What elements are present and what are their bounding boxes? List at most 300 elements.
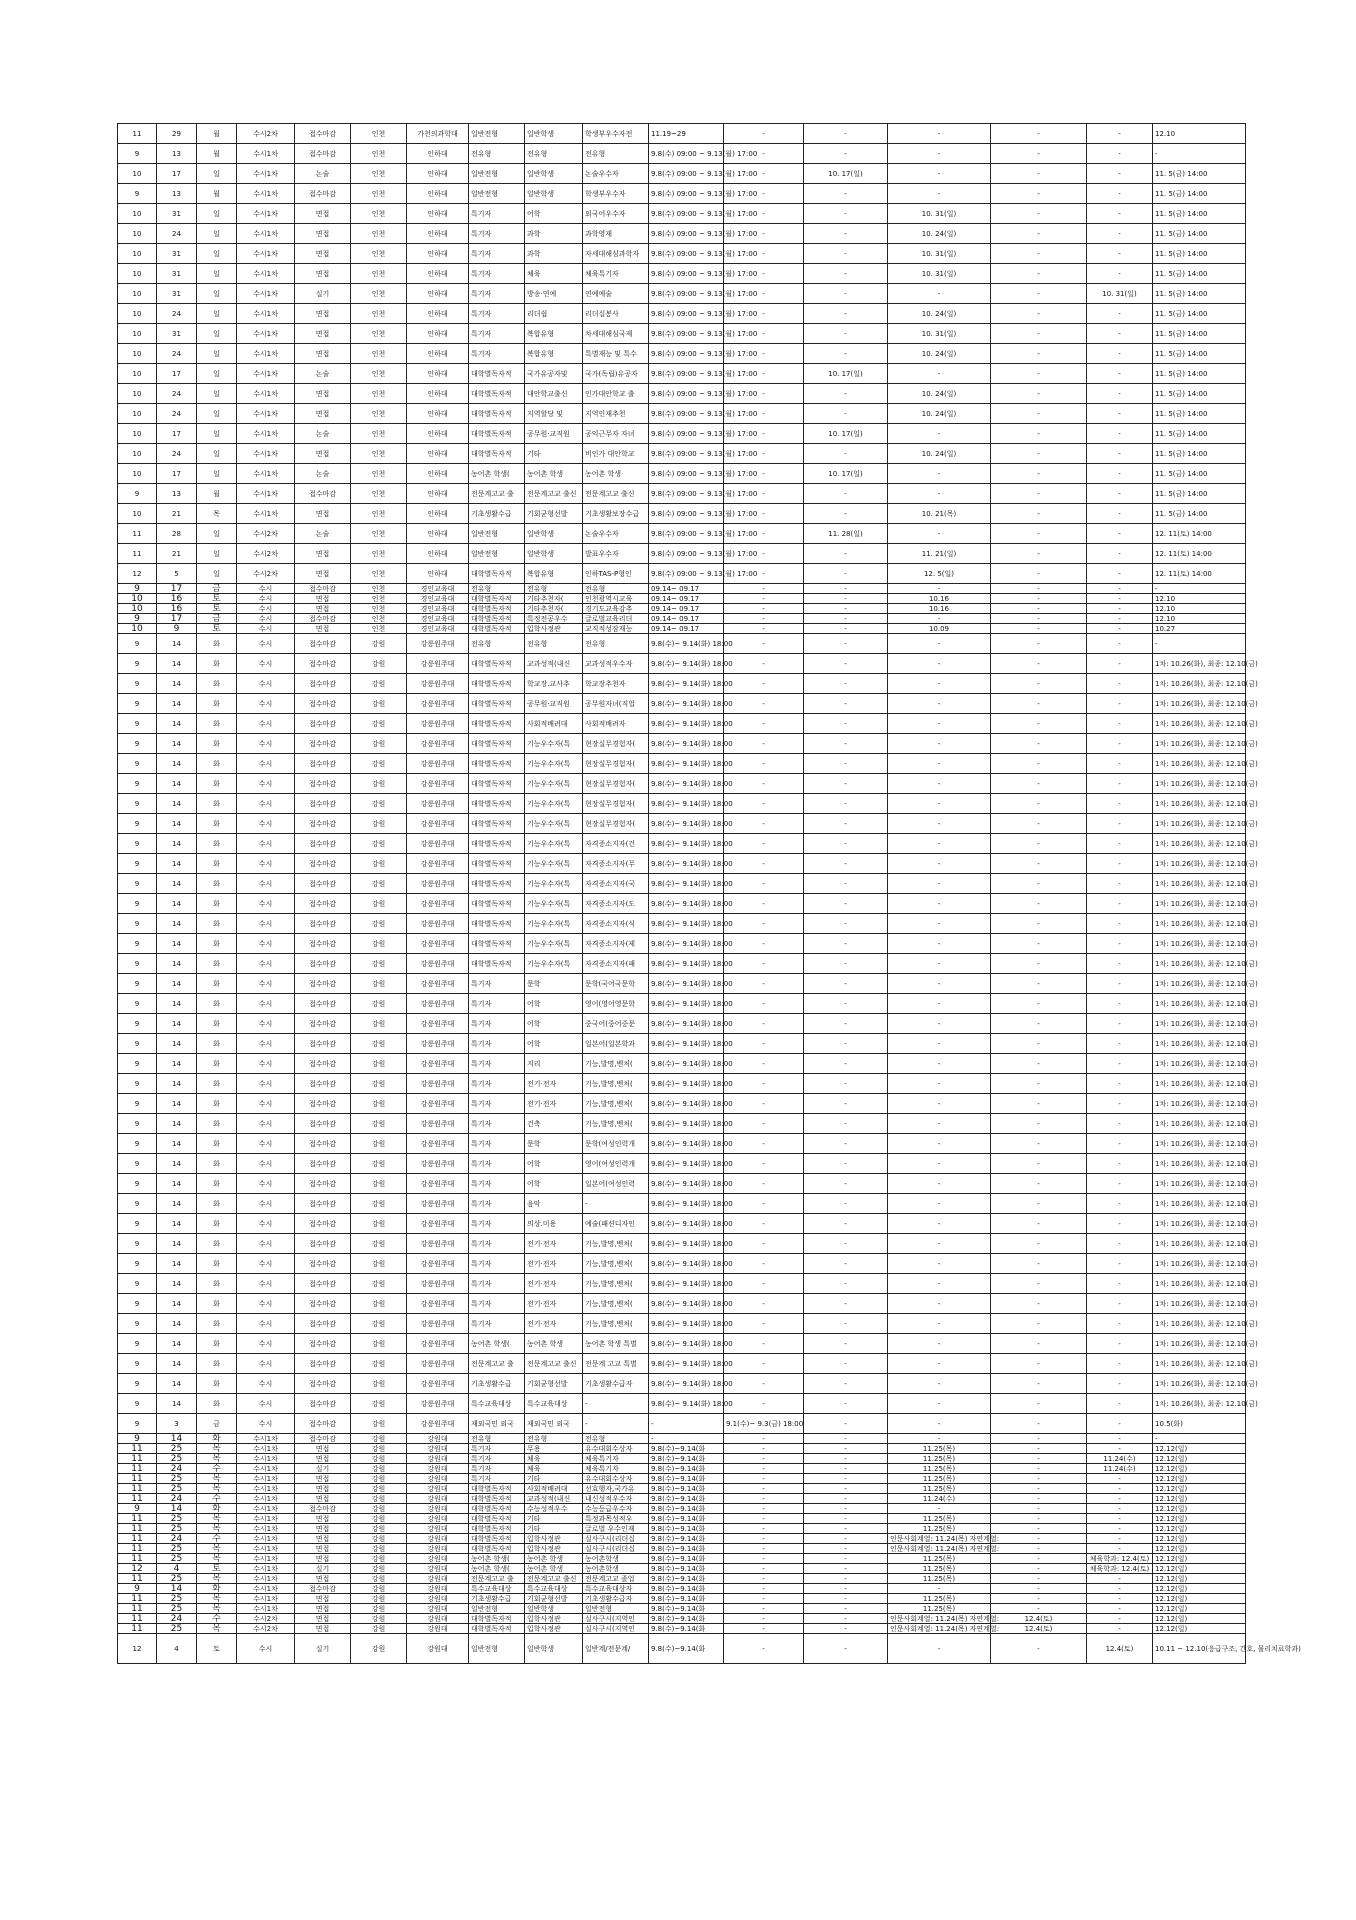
cell-interview-date: - [888,284,991,304]
cell-month: 11 [118,1444,157,1454]
cell-category: 기초생활수급 [469,1374,525,1394]
table-row [118,204,1246,224]
cell-day: 14 [157,694,197,714]
cell-type: 체육 [525,1464,583,1474]
cell-interview-date: - [888,144,991,164]
cell-month: 11 [118,1604,157,1614]
cell-region: 강원 [351,854,407,874]
cell-practical-date: - [1087,484,1153,504]
table-row [118,1414,1246,1434]
cell-announcement: 12.12(일) [1153,1534,1246,1544]
cell-interview-date: - [888,994,991,1014]
cell-reception-period: - [724,914,804,934]
cell-stage: 접수마감 [295,1294,351,1314]
cell-weekday: 목 [197,1544,237,1554]
cell-day: 17 [157,464,197,484]
cell-application-period: 9.8(수)~ 9.14(화) 18:00 [649,654,724,674]
cell-name: 기능,발명,벤처( [583,1314,649,1334]
cell-weekday: 일 [197,324,237,344]
cell-announcement: 12.12(일) [1153,1494,1246,1504]
cell-stage: 접수마감 [295,614,351,624]
cell-weekday: 화 [197,894,237,914]
cell-application-period: 9.8(수) 09:00 ~ 9.13(월) 17:00 [649,364,724,384]
cell-name: 실사구시(리더십 [583,1534,649,1544]
cell-aptitude-date: - [991,1334,1087,1354]
cell-weekday: 화 [197,854,237,874]
cell-month: 10 [118,284,157,304]
cell-weekday: 일 [197,204,237,224]
cell-aptitude-date: - [991,1584,1087,1594]
cell-interview-date: - [888,774,991,794]
cell-aptitude-date: - [991,894,1087,914]
cell-weekday: 화 [197,1334,237,1354]
cell-stage: 면접 [295,1534,351,1544]
cell-day: 28 [157,524,197,544]
cell-application-period: 9.8(수) 09:00 ~ 9.13(월) 17:00 [649,284,724,304]
cell-type: 사회적배려대 [525,1484,583,1494]
cell-reception-period: - [724,1564,804,1574]
cell-announcement: 11. 5(금) 14:00 [1153,204,1246,224]
cell-round: 수시 [237,1054,295,1074]
cell-aptitude-date: - [991,604,1087,614]
cell-type: 재외국민 외국 [525,1414,583,1434]
cell-type: 특수교육대상 [525,1394,583,1414]
cell-stage: 면접 [295,344,351,364]
cell-announcement: 1차: 10.26(화), 최종: 12.10(금) [1153,1314,1246,1334]
cell-name: 발표우수자 [583,544,649,564]
cell-reception-period: - [724,834,804,854]
cell-university: 강릉원주대 [407,1074,469,1094]
cell-aptitude-date: - [991,1154,1087,1174]
cell-category: 대학별독자적 [469,874,525,894]
cell-region: 인천 [351,324,407,344]
cell-category: 특기자 [469,1464,525,1474]
cell-region: 강원 [351,1234,407,1254]
cell-round: 수시 [237,1214,295,1234]
cell-university: 강릉원주대 [407,1094,469,1114]
cell-day: 14 [157,1434,197,1444]
cell-weekday: 화 [197,974,237,994]
cell-round: 수시 [237,1374,295,1394]
cell-university: 강원대 [407,1504,469,1514]
cell-interview-date: 인문사회계열: 11.24(목) 자연계열: [888,1614,991,1624]
table-row [118,854,1246,874]
cell-type: 전기·전자 [525,1274,583,1294]
cell-day: 14 [157,834,197,854]
cell-reception-period: - [724,404,804,424]
cell-interview-date: 10.16 [888,594,991,604]
cell-weekday: 화 [197,654,237,674]
cell-university: 강릉원주대 [407,1234,469,1254]
cell-university: 강원대 [407,1444,469,1454]
cell-practical-date: - [1087,654,1153,674]
cell-stage: 접수마감 [295,1014,351,1034]
cell-practical-date: - [1087,1414,1153,1434]
cell-weekday: 화 [197,1354,237,1374]
cell-month: 11 [118,1594,157,1604]
cell-stage: 접수마감 [295,1194,351,1214]
cell-announcement: 12.12(일) [1153,1524,1246,1534]
cell-application-period: 09.14~ 09.17 [649,584,724,594]
table-row [118,164,1246,184]
cell-reception-period: - [724,994,804,1014]
cell-practical-date: - [1087,1494,1153,1504]
cell-aptitude-date: - [991,934,1087,954]
cell-interview-date: - [888,584,991,594]
cell-day: 25 [157,1524,197,1534]
cell-round: 수시 [237,1114,295,1134]
cell-announcement: 1차: 10.26(화), 최종: 12.10(금) [1153,654,1246,674]
cell-reception-period: - [724,1394,804,1414]
cell-aptitude-date: - [991,994,1087,1014]
cell-category: 대학별독자적 [469,1534,525,1544]
cell-month: 9 [118,774,157,794]
cell-category: 특기자 [469,994,525,1014]
table-row [118,464,1246,484]
cell-practical-date: - [1087,1094,1153,1114]
cell-reception-period: - [724,974,804,994]
cell-round: 수시1차 [237,264,295,284]
cell-name: 인하TAS-P형인 [583,564,649,584]
table-row [118,584,1246,594]
cell-region: 인천 [351,304,407,324]
cell-day: 25 [157,1474,197,1484]
cell-university: 강릉원주대 [407,1374,469,1394]
cell-day: 17 [157,164,197,184]
cell-type: 복합유형 [525,564,583,584]
cell-stage: 접수마감 [295,1214,351,1234]
cell-month: 10 [118,384,157,404]
cell-month: 9 [118,1134,157,1154]
cell-weekday: 화 [197,1014,237,1034]
cell-type: 대안학교출신 [525,384,583,404]
cell-application-period: 9.8(수)~ 9.14(화) 18:00 [649,774,724,794]
cell-application-period: 9.8(수)~ 9.14(화) 18:00 [649,1214,724,1234]
cell-announcement: 12.12(일) [1153,1474,1246,1484]
cell-essay-date: - [804,734,888,754]
table-row [118,1114,1246,1134]
cell-aptitude-date: - [991,1514,1087,1524]
cell-announcement: 11. 5(금) 14:00 [1153,344,1246,364]
cell-type: 일반학생 [525,1604,583,1614]
cell-aptitude-date: - [991,304,1087,324]
cell-aptitude-date: - [991,1434,1087,1444]
cell-category: 농어촌 학생( [469,1564,525,1574]
cell-interview-date: - [888,694,991,714]
cell-category: 전유형 [469,1434,525,1444]
cell-essay-date: - [804,1514,888,1524]
cell-interview-date: - [888,484,991,504]
cell-interview-date: - [888,184,991,204]
cell-aptitude-date: - [991,1014,1087,1034]
cell-university: 인하대 [407,384,469,404]
cell-practical-date: - [1087,1154,1153,1174]
cell-name: 인천광역시교육 [583,594,649,604]
cell-day: 17 [157,584,197,594]
cell-day: 14 [157,1314,197,1334]
cell-stage: 접수마감 [295,974,351,994]
cell-month: 10 [118,324,157,344]
cell-month: 10 [118,624,157,634]
cell-region: 인천 [351,264,407,284]
table-row [118,694,1246,714]
cell-interview-date: 인문사회계열: 11.24(목) 자연계열: [888,1534,991,1544]
cell-weekday: 일 [197,164,237,184]
cell-university: 강릉원주대 [407,1134,469,1154]
cell-category: 특기자 [469,344,525,364]
cell-practical-date: - [1087,1054,1153,1074]
cell-reception-period: - [724,264,804,284]
cell-stage: 접수마감 [295,1584,351,1594]
cell-interview-date: 12. 5(일) [888,564,991,584]
cell-day: 14 [157,1034,197,1054]
cell-essay-date: - [804,614,888,624]
cell-practical-date: - [1087,1254,1153,1274]
cell-category: 대학별독자적 [469,894,525,914]
cell-aptitude-date: - [991,834,1087,854]
cell-application-period: 9.8(수) 09:00 ~ 9.13(월) 17:00 [649,444,724,464]
cell-region: 강원 [351,1434,407,1444]
cell-announcement: 11. 5(금) 14:00 [1153,404,1246,424]
cell-essay-date: - [804,344,888,364]
cell-month: 9 [118,874,157,894]
cell-type: 기능우수자(특 [525,874,583,894]
cell-region: 인천 [351,184,407,204]
cell-essay-date: - [804,1414,888,1434]
cell-stage: 면접 [295,1544,351,1554]
table-row [118,1574,1246,1584]
cell-name: 일본어(일본학과 [583,1034,649,1054]
cell-region: 강원 [351,1534,407,1544]
cell-reception-period: - [724,1614,804,1624]
cell-weekday: 수 [197,1464,237,1474]
cell-round: 수시 [237,894,295,914]
cell-practical-date: - [1087,1624,1153,1634]
table-row [118,384,1246,404]
cell-university: 강원대 [407,1544,469,1554]
cell-day: 29 [157,124,197,144]
cell-type: 전기·전자 [525,1094,583,1114]
cell-name: 교과성적우수자 [583,654,649,674]
cell-application-period: 9.8(수)~9.14(화 [649,1624,724,1634]
cell-category: 특기자 [469,1234,525,1254]
cell-essay-date: - [804,1094,888,1114]
cell-reception-period: - [724,1174,804,1194]
cell-application-period: 9.8(수) 09:00 ~ 9.13(월) 17:00 [649,404,724,424]
cell-announcement: 11. 5(금) 14:00 [1153,444,1246,464]
cell-interview-date: 11. 21(일) [888,544,991,564]
cell-day: 25 [157,1444,197,1454]
cell-month: 9 [118,1294,157,1314]
cell-essay-date: - [804,1574,888,1584]
cell-round: 수시1차 [237,384,295,404]
cell-region: 강원 [351,934,407,954]
cell-interview-date: - [888,524,991,544]
cell-round: 수시1차 [237,504,295,524]
table-row [118,914,1246,934]
cell-aptitude-date: - [991,854,1087,874]
cell-month: 9 [118,484,157,504]
cell-practical-date: - [1087,244,1153,264]
cell-essay-date: 10. 17(일) [804,424,888,444]
cell-month: 11 [118,1514,157,1524]
cell-essay-date: - [804,814,888,834]
cell-weekday: 목 [197,1454,237,1464]
cell-practical-date: - [1087,1534,1153,1544]
cell-announcement: - [1153,634,1246,654]
cell-interview-date: - [888,874,991,894]
table-row [118,994,1246,1014]
cell-stage: 접수마감 [295,874,351,894]
cell-interview-date: 10. 31(일) [888,204,991,224]
cell-name: 과학영재 [583,224,649,244]
cell-practical-date: - [1087,564,1153,584]
cell-essay-date: - [804,914,888,934]
cell-announcement: 12.12(일) [1153,1504,1246,1514]
cell-stage: 면접 [295,1454,351,1464]
cell-name: 내신성적우수자 [583,1494,649,1504]
cell-practical-date: - [1087,1614,1153,1624]
cell-weekday: 화 [197,1234,237,1254]
cell-type: 기능우수자(특 [525,754,583,774]
table-row [118,894,1246,914]
cell-name: 일본어(여성인력 [583,1174,649,1194]
cell-month: 9 [118,674,157,694]
cell-type: 전기·전자 [525,1074,583,1094]
cell-interview-date: - [888,1274,991,1294]
cell-stage: 면접 [295,404,351,424]
cell-day: 14 [157,814,197,834]
cell-stage: 접수마감 [295,1254,351,1274]
table-row [118,1094,1246,1114]
cell-type: 기회균형선발 [525,1374,583,1394]
cell-type: 기타추천자( [525,594,583,604]
cell-round: 수시1차 [237,1434,295,1444]
cell-aptitude-date: - [991,384,1087,404]
cell-university: 강릉원주대 [407,1154,469,1174]
cell-interview-date: - [888,1504,991,1514]
cell-stage: 면접 [295,1604,351,1614]
cell-region: 강원 [351,1524,407,1534]
cell-round: 수시 [237,854,295,874]
cell-weekday: 목 [197,504,237,524]
cell-university: 강릉원주대 [407,734,469,754]
cell-day: 14 [157,774,197,794]
cell-application-period: 9.8(수)~9.14(화 [649,1454,724,1464]
cell-stage: 실기 [295,1464,351,1474]
cell-region: 강원 [351,1054,407,1074]
cell-type: 어학 [525,1034,583,1054]
cell-reception-period: - [724,584,804,594]
cell-round: 수시1차 [237,1524,295,1534]
cell-type: 일반학생 [525,544,583,564]
cell-day: 14 [157,634,197,654]
cell-name: 수능등급우수자 [583,1504,649,1514]
cell-announcement: 1차: 10.26(화), 최종: 12.10(금) [1153,1174,1246,1194]
cell-name: 전문계 고교 특별 [583,1354,649,1374]
cell-stage: 면접 [295,324,351,344]
cell-month: 9 [118,754,157,774]
cell-interview-date: - [888,1254,991,1274]
cell-reception-period: - [724,1274,804,1294]
cell-essay-date: - [804,1494,888,1504]
cell-practical-date: - [1087,584,1153,594]
cell-type: 기타 [525,1474,583,1484]
cell-essay-date: - [804,1374,888,1394]
cell-weekday: 화 [197,814,237,834]
cell-month: 9 [118,584,157,594]
cell-month: 9 [118,814,157,834]
cell-region: 강원 [351,1564,407,1574]
cell-month: 10 [118,344,157,364]
cell-announcement: 1차: 10.26(화), 최종: 12.10(금) [1153,774,1246,794]
cell-region: 인천 [351,204,407,224]
cell-stage: 실기 [295,1564,351,1574]
cell-region: 강원 [351,1394,407,1414]
cell-university: 강릉원주대 [407,874,469,894]
table-row [118,1614,1246,1624]
cell-practical-date: - [1087,204,1153,224]
cell-category: 대학별독자적 [469,1624,525,1634]
cell-application-period: 9.8(수)~9.14(화 [649,1514,724,1524]
cell-announcement: 11. 5(금) 14:00 [1153,364,1246,384]
cell-stage: 접수마감 [295,754,351,774]
cell-essay-date: - [804,1394,888,1414]
table-row [118,424,1246,444]
cell-day: 24 [157,304,197,324]
cell-month: 9 [118,1054,157,1074]
cell-name: 실사구시(지역인 [583,1624,649,1634]
table-row [118,304,1246,324]
cell-region: 강원 [351,1634,407,1664]
cell-announcement: 12.12(일) [1153,1614,1246,1624]
table-row [118,184,1246,204]
cell-weekday: 일 [197,364,237,384]
cell-round: 수시1차 [237,1504,295,1514]
cell-application-period: 9.8(수) 09:00 ~ 9.13(월) 17:00 [649,504,724,524]
cell-month: 11 [118,1484,157,1494]
cell-day: 25 [157,1574,197,1584]
cell-reception-period: - [724,184,804,204]
cell-aptitude-date: - [991,674,1087,694]
cell-round: 수시 [237,754,295,774]
cell-day: 14 [157,1584,197,1594]
cell-application-period: 9.8(수)~ 9.14(화) 18:00 [649,914,724,934]
cell-weekday: 금 [197,584,237,594]
table-row [118,814,1246,834]
cell-name: 기능,발명,벤처( [583,1234,649,1254]
table-row [118,284,1246,304]
cell-interview-date: - [888,1234,991,1254]
cell-day: 25 [157,1484,197,1494]
cell-reception-period: 9.1(수)~ 9.3(금) 18:00 [724,1414,804,1434]
cell-stage: 면접 [295,544,351,564]
table-row [118,734,1246,754]
cell-day: 31 [157,204,197,224]
cell-interview-date: 인문사회계열: 11.24(목) 자연계열: [888,1624,991,1634]
cell-stage: 접수마감 [295,1174,351,1194]
cell-aptitude-date: - [991,1374,1087,1394]
cell-category: 농어촌 학생( [469,1334,525,1354]
cell-aptitude-date: - [991,1574,1087,1584]
cell-aptitude-date: - [991,224,1087,244]
cell-category: 특기자 [469,1074,525,1094]
cell-stage: 면접 [295,504,351,524]
cell-interview-date: - [888,1354,991,1374]
cell-weekday: 화 [197,1174,237,1194]
cell-category: 특기자 [469,974,525,994]
cell-category: 전유형 [469,144,525,164]
